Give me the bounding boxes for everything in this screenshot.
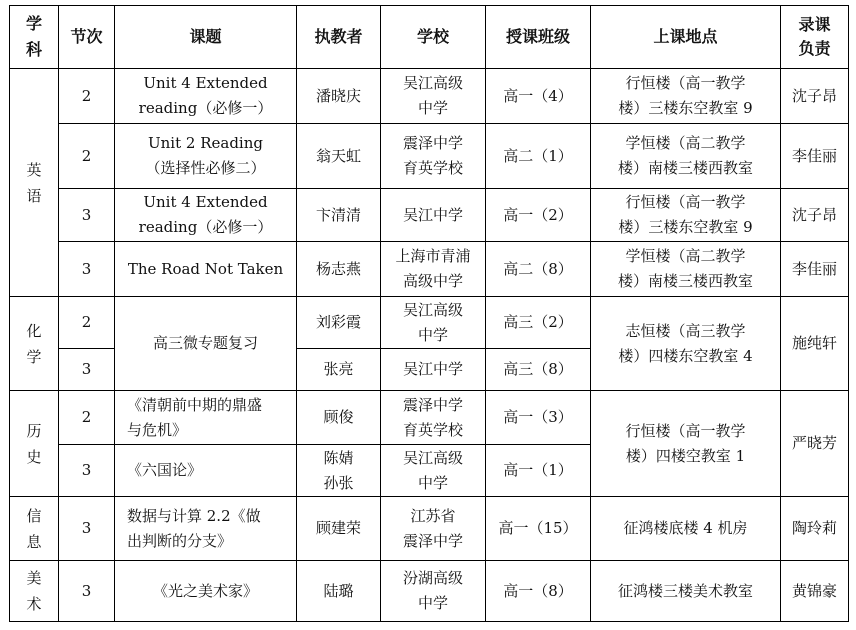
recorder-cell: 李佳丽 — [781, 124, 849, 189]
header-location: 上课地点 — [591, 6, 781, 69]
schedule-table — [9, 5, 849, 622]
recorder-cell: 沈子昂 — [781, 69, 849, 124]
location-cell: 行恒楼（高一教学 楼）三楼东空教室 9 — [591, 69, 781, 124]
period-cell: 2 — [59, 391, 115, 445]
period-cell: 3 — [59, 561, 115, 622]
subject-history: 历 史 — [10, 391, 59, 497]
class-cell: 高一（3） — [486, 391, 591, 445]
school-cell: 震泽中学 育英学校 — [381, 124, 486, 189]
period-cell: 3 — [59, 242, 115, 297]
subject-english: 英 语 — [10, 69, 59, 297]
subject-chemistry: 化 学 — [10, 297, 59, 391]
location-cell: 行恒楼（高一教学 楼）三楼东空教室 9 — [591, 189, 781, 242]
school-cell: 江苏省 震泽中学 — [381, 497, 486, 561]
period-cell: 2 — [59, 69, 115, 124]
table-row — [10, 189, 849, 242]
recorder-cell: 陶玲莉 — [781, 497, 849, 561]
school-cell: 吴江中学 — [381, 349, 486, 391]
topic-cell: 《六国论》 — [115, 445, 297, 497]
header-school: 学校 — [381, 6, 486, 69]
subject-info: 信 息 — [10, 497, 59, 561]
location-cell: 志恒楼（高三教学 楼）四楼东空教室 4 — [591, 297, 781, 391]
period-cell: 3 — [59, 349, 115, 391]
school-cell: 上海市青浦 高级中学 — [381, 242, 486, 297]
table-row — [10, 561, 849, 622]
period-cell: 3 — [59, 497, 115, 561]
recorder-cell: 严晓芳 — [781, 391, 849, 497]
table-row — [10, 297, 849, 349]
location-cell: 学恒楼（高二教学 楼）南楼三楼西教室 — [591, 242, 781, 297]
location-cell: 学恒楼（高二教学 楼）南楼三楼西教室 — [591, 124, 781, 189]
recorder-cell: 施纯轩 — [781, 297, 849, 391]
teacher-cell: 潘晓庆 — [297, 69, 381, 124]
topic-cell: The Road Not Taken — [115, 242, 297, 297]
location-cell: 行恒楼（高一教学 楼）四楼空教室 1 — [591, 391, 781, 497]
table-row — [10, 124, 849, 189]
class-cell: 高一（8） — [486, 561, 591, 622]
teacher-cell: 陈婧 孙张 — [297, 445, 381, 497]
period-cell: 3 — [59, 189, 115, 242]
school-cell: 吴江中学 — [381, 189, 486, 242]
teacher-cell: 卞清清 — [297, 189, 381, 242]
header-recorder: 录课 负责 — [781, 6, 849, 69]
table-row — [10, 242, 849, 297]
subject-art: 美 术 — [10, 561, 59, 622]
table-row — [10, 391, 849, 445]
class-cell: 高一（1） — [486, 445, 591, 497]
class-cell: 高一（2） — [486, 189, 591, 242]
header-class: 授课班级 — [486, 6, 591, 69]
teacher-cell: 顾俊 — [297, 391, 381, 445]
header-period: 节次 — [59, 6, 115, 69]
teacher-cell: 杨志燕 — [297, 242, 381, 297]
topic-cell: 数据与计算 2.2《做 出判断的分支》 — [115, 497, 297, 561]
topic-cell: Unit 2 Reading （选择性必修二） — [115, 124, 297, 189]
class-cell: 高二（8） — [486, 242, 591, 297]
teacher-cell: 陆璐 — [297, 561, 381, 622]
location-cell: 征鸿楼底楼 4 机房 — [591, 497, 781, 561]
header-topic: 课题 — [115, 6, 297, 69]
recorder-cell: 沈子昂 — [781, 189, 849, 242]
period-cell: 3 — [59, 445, 115, 497]
teacher-cell: 刘彩霞 — [297, 297, 381, 349]
class-cell: 高三（8） — [486, 349, 591, 391]
table-row — [10, 69, 849, 124]
header-row — [10, 6, 849, 69]
teacher-cell: 翁天虹 — [297, 124, 381, 189]
topic-cell: Unit 4 Extended reading（必修一） — [115, 189, 297, 242]
teacher-cell: 张亮 — [297, 349, 381, 391]
school-cell: 吴江高级 中学 — [381, 445, 486, 497]
school-cell: 汾湖高级 中学 — [381, 561, 486, 622]
class-cell: 高一（15） — [486, 497, 591, 561]
header-subject: 学 科 — [10, 6, 59, 69]
topic-cell: 高三微专题复习 — [115, 297, 297, 391]
table-row — [10, 497, 849, 561]
teacher-cell: 顾建荣 — [297, 497, 381, 561]
period-cell: 2 — [59, 124, 115, 189]
recorder-cell: 李佳丽 — [781, 242, 849, 297]
school-cell: 吴江高级 中学 — [381, 69, 486, 124]
class-cell: 高二（1） — [486, 124, 591, 189]
header-teacher: 执教者 — [297, 6, 381, 69]
period-cell: 2 — [59, 297, 115, 349]
school-cell: 震泽中学 育英学校 — [381, 391, 486, 445]
class-cell: 高三（2） — [486, 297, 591, 349]
topic-cell: 《光之美术家》 — [115, 561, 297, 622]
school-cell: 吴江高级 中学 — [381, 297, 486, 349]
class-cell: 高一（4） — [486, 69, 591, 124]
topic-cell: Unit 4 Extended reading（必修一） — [115, 69, 297, 124]
location-cell: 征鸿楼三楼美术教室 — [591, 561, 781, 622]
recorder-cell: 黄锦豪 — [781, 561, 849, 622]
topic-cell: 《清朝前中期的鼎盛 与危机》 — [115, 391, 297, 445]
